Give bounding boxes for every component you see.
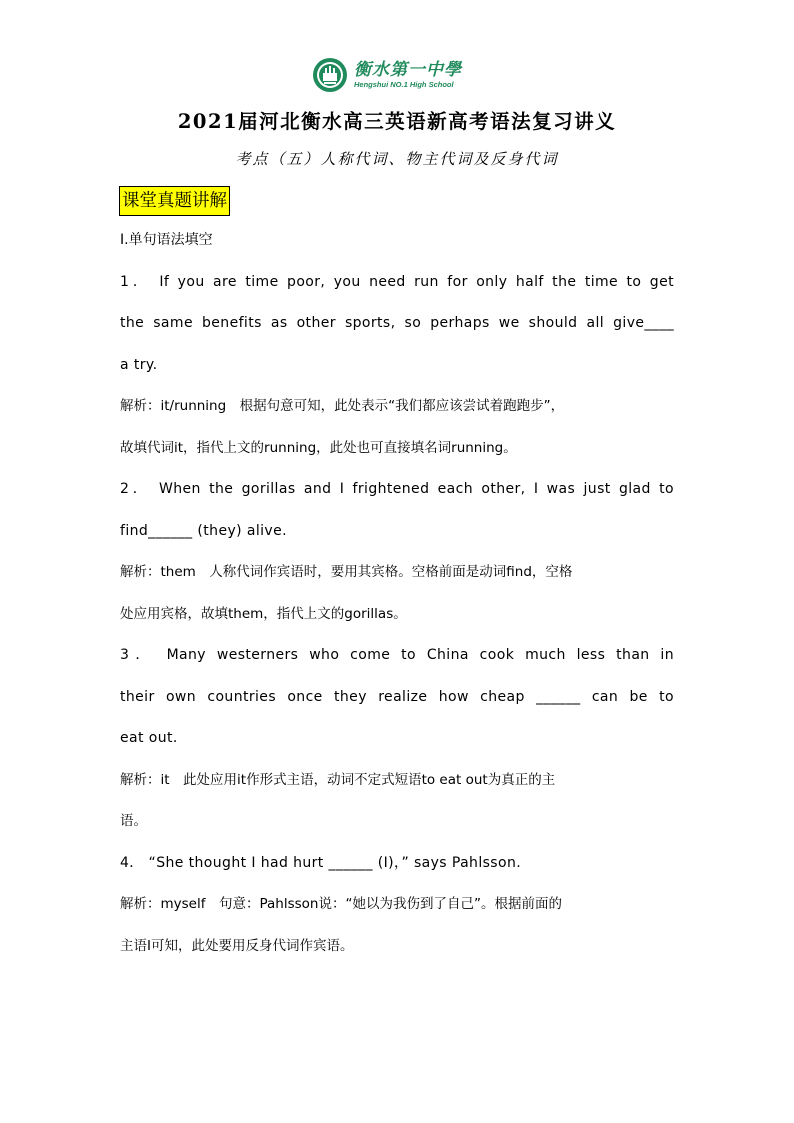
section-badge: 课堂真题讲解 (119, 186, 230, 216)
document-body (120, 230, 674, 956)
answer-3-line-1: 解析：it 此处应用it作形式主语，动词不定式短语to eat out为真正的主 (120, 771, 556, 788)
question-4-line-1: 4． “She thought I had hurt ______ (I)，” says Pahlsson. (120, 854, 522, 871)
answer-2-line-1: 解析：them 人称代词作宾语时，要用其宾格。空格前面是动词find，空格 (120, 564, 573, 580)
question-2-line-2: find______ (they) alive. (120, 522, 287, 539)
question-3-line-2: their own countries once they realize how cheap ______ can be to (120, 688, 674, 705)
school-logo (312, 54, 482, 96)
document-subtitle: 考点（五）人称代词、物主代词及反身代词 (235, 150, 559, 168)
section-heading: Ⅰ.单句语法填空 (120, 232, 213, 248)
question-1-line-3: a try. (120, 356, 158, 373)
answer-1-line-1: 解析：it/running 根据句意可知，此处表示“我们都应该尝试着跑跑步”， (120, 398, 565, 414)
question-3-line-1: 3． Many westerners who come to China cook much less than in (120, 647, 674, 663)
question-2-line-1: 2． When the gorillas and I frightened each other, I was just glad to (120, 481, 674, 497)
school-seal-icon (312, 57, 348, 93)
logo-chinese-name: 衡水第一中學 (354, 60, 462, 80)
answer-4-line-2: 主语I可知，此处要用反身代词作宾语。 (120, 937, 354, 954)
question-3-line-3: eat out. (120, 730, 178, 746)
question-1-line-2: the same benefits as other sports, so perhaps we should all give____ (120, 315, 674, 331)
logo-english-name: Hengshui NO.1 High School (354, 80, 454, 89)
answer-2-line-2: 处应用宾格，故填them，指代上文的gorillas。 (120, 605, 407, 622)
document-title: 2021届河北衡水高三英语新高考语法复习讲义 (177, 110, 617, 133)
answer-4-line-1: 解析：myself 句意：Pahlsson说：“她以为我伤到了自己”。根据前面的 (120, 896, 562, 912)
question-1-line-1: 1． If you are time poor, you need run for only half the time to get (120, 273, 674, 290)
answer-1-line-2: 故填代词it，指代上文的running，此处也可直接填名词running。 (120, 439, 517, 456)
answer-3-line-2: 语。 (120, 813, 147, 829)
